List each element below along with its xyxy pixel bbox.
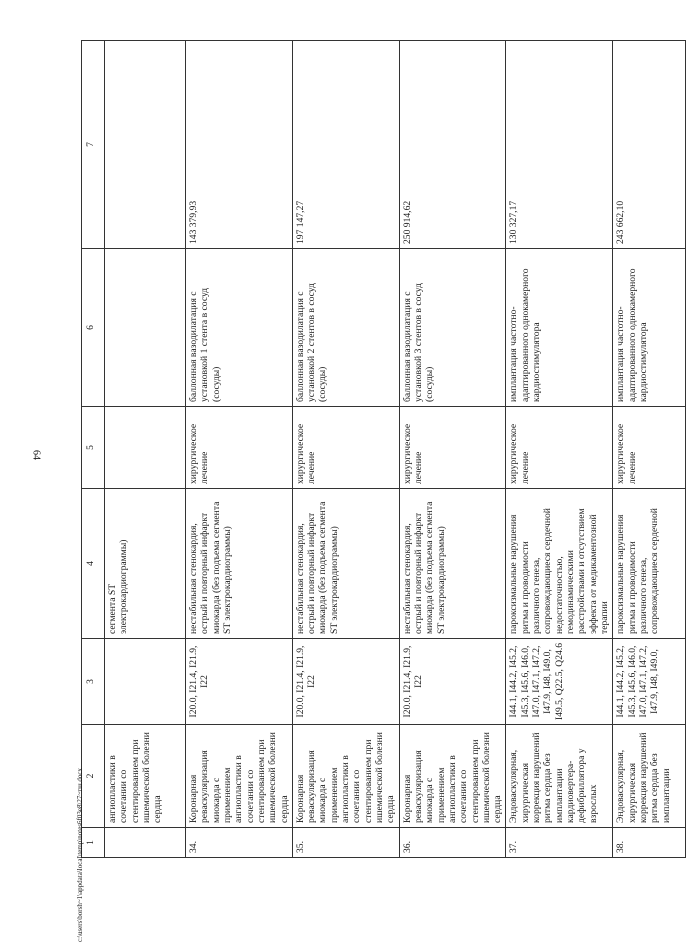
cost-value: 243 662,10 (613, 41, 686, 249)
icd-codes: I20.0, I21.4, I21.9, I22 (399, 639, 506, 725)
cost-value: 130 327,17 (506, 41, 613, 249)
icd-codes (105, 639, 186, 725)
treatment-type: хирургическое лечение (613, 407, 686, 489)
treatment-method: баллонная вазодилатация с установкой 2 стентов в сосуд (сосуды) (292, 249, 399, 407)
row-number: 37. (506, 828, 613, 858)
table-row (613, 41, 686, 858)
patient-model: нестабильная стенокардия, острый и повторный инфаркт миокарда (без подъема сегмента ST электрокардиограммы) (399, 489, 506, 639)
table-row (186, 41, 293, 858)
row-number: 35. (292, 828, 399, 858)
icd-codes: I44.1, I44.2, I45.2, I45.3, I45.6, I46.0, I47.0, I47.1, I47.2, I47.9, I48, I49.0, I49.5, Q22.5, Q24.6 (506, 639, 613, 725)
header-cell: 2 (82, 725, 105, 828)
header-cell: 4 (82, 489, 105, 639)
header-cell: 7 (82, 41, 105, 249)
treatment-method: имплантация частотно-адаптированного однокамерного кардиостимулятора (506, 249, 613, 407)
vmp-name: Коронарная реваскуляризация миокарда с применением ангиопластики в сочетании со стентированием при ишемической болезни сердца (399, 725, 506, 828)
patient-model: пароксизмальные нарушения ритма и проводимости различного генеза, сопровождающиеся сердечной недостаточностью, гемодинамическими расстройствами и отсутствием эффекта от медикаментозной терапии (506, 489, 613, 639)
vmp-name: Эндоваскулярная, хирургическая коррекция нарушений ритма сердца без имплантации кардиовертера-дефибриллятора у взрослых (506, 725, 613, 828)
treatment-type: хирургическое лечение (186, 407, 293, 489)
table-header-row (82, 41, 105, 858)
row-number (105, 828, 186, 858)
header-cell: 3 (82, 639, 105, 725)
patient-model: нестабильная стенокардия, острый и повторный инфаркт миокарда (без подъема сегмента ST электрокардиограммы) (292, 489, 399, 639)
cost-value: 250 914,62 (399, 41, 506, 249)
footer-file-path: c:\users\borsh~1\appdata\local\temp\notes6f03e8\27~тш.docx (76, 767, 84, 942)
icd-codes: I44.1, I44.2, I45.2, I45.3, I45.6, I46.0, I47.0, I47.1, I47.2, I47.9, I48, I49.0, (613, 639, 686, 725)
treatment-method: баллонная вазодилатация с установкой 3 стентов в сосуд (сосуды) (399, 249, 506, 407)
vmp-name: Эндоваскулярная, хирургическая коррекция нарушений ритма сердца без имплантации (613, 725, 686, 828)
patient-model: сегмента ST электрокардиограммы) (105, 489, 186, 639)
row-number: 38. (613, 828, 686, 858)
vmp-name: Коронарная реваскуляризация миокарда с применением ангиопластики в сочетании со стентированием при ишемической болезни сердца (186, 725, 293, 828)
vmp-name: Коронарная реваскуляризация миокарда с применением ангиопластики в сочетании со стентированием при ишемической болезни сердца (292, 725, 399, 828)
treatment-type: хирургическое лечение (292, 407, 399, 489)
patient-model: нестабильная стенокардия, острый и повторный инфаркт миокарда (без подъема сегмента ST электрокардиограммы) (186, 489, 293, 639)
treatment-method: имплантация частотно-адаптированного однокамерного кардиостимулятора (613, 249, 686, 407)
treatment-type: хирургическое лечение (399, 407, 506, 489)
cost-value: 143 379,93 (186, 41, 293, 249)
row-number: 36. (399, 828, 506, 858)
icd-codes: I20.0, I21.4, I21.9, I22 (186, 639, 293, 725)
medical-care-table (81, 40, 686, 858)
rotated-table-container (81, 41, 672, 858)
table-row (506, 41, 613, 858)
vmp-name: ангиопластики в сочетании со стентированием при ишемической болезни сердца (105, 725, 186, 828)
table-row (105, 41, 186, 858)
icd-codes: I20.0, I21.4, I21.9, I22 (292, 639, 399, 725)
treatment-type: хирургическое лечение (506, 407, 613, 489)
treatment-type (105, 407, 186, 489)
page-number: 64 (30, 450, 42, 460)
cost-value (105, 41, 186, 249)
table-row (292, 41, 399, 858)
header-cell: 1 (82, 828, 105, 858)
treatment-method: баллонная вазодилатация с установкой 1 стента в сосуд (сосуды) (186, 249, 293, 407)
table-row (399, 41, 506, 858)
header-cell: 6 (82, 249, 105, 407)
treatment-method (105, 249, 186, 407)
cost-value: 197 147,27 (292, 41, 399, 249)
header-cell: 5 (82, 407, 105, 489)
row-number: 34. (186, 828, 293, 858)
patient-model: пароксизмальные нарушения ритма и проводимости различного генеза, сопровождающиеся сердечной (613, 489, 686, 639)
